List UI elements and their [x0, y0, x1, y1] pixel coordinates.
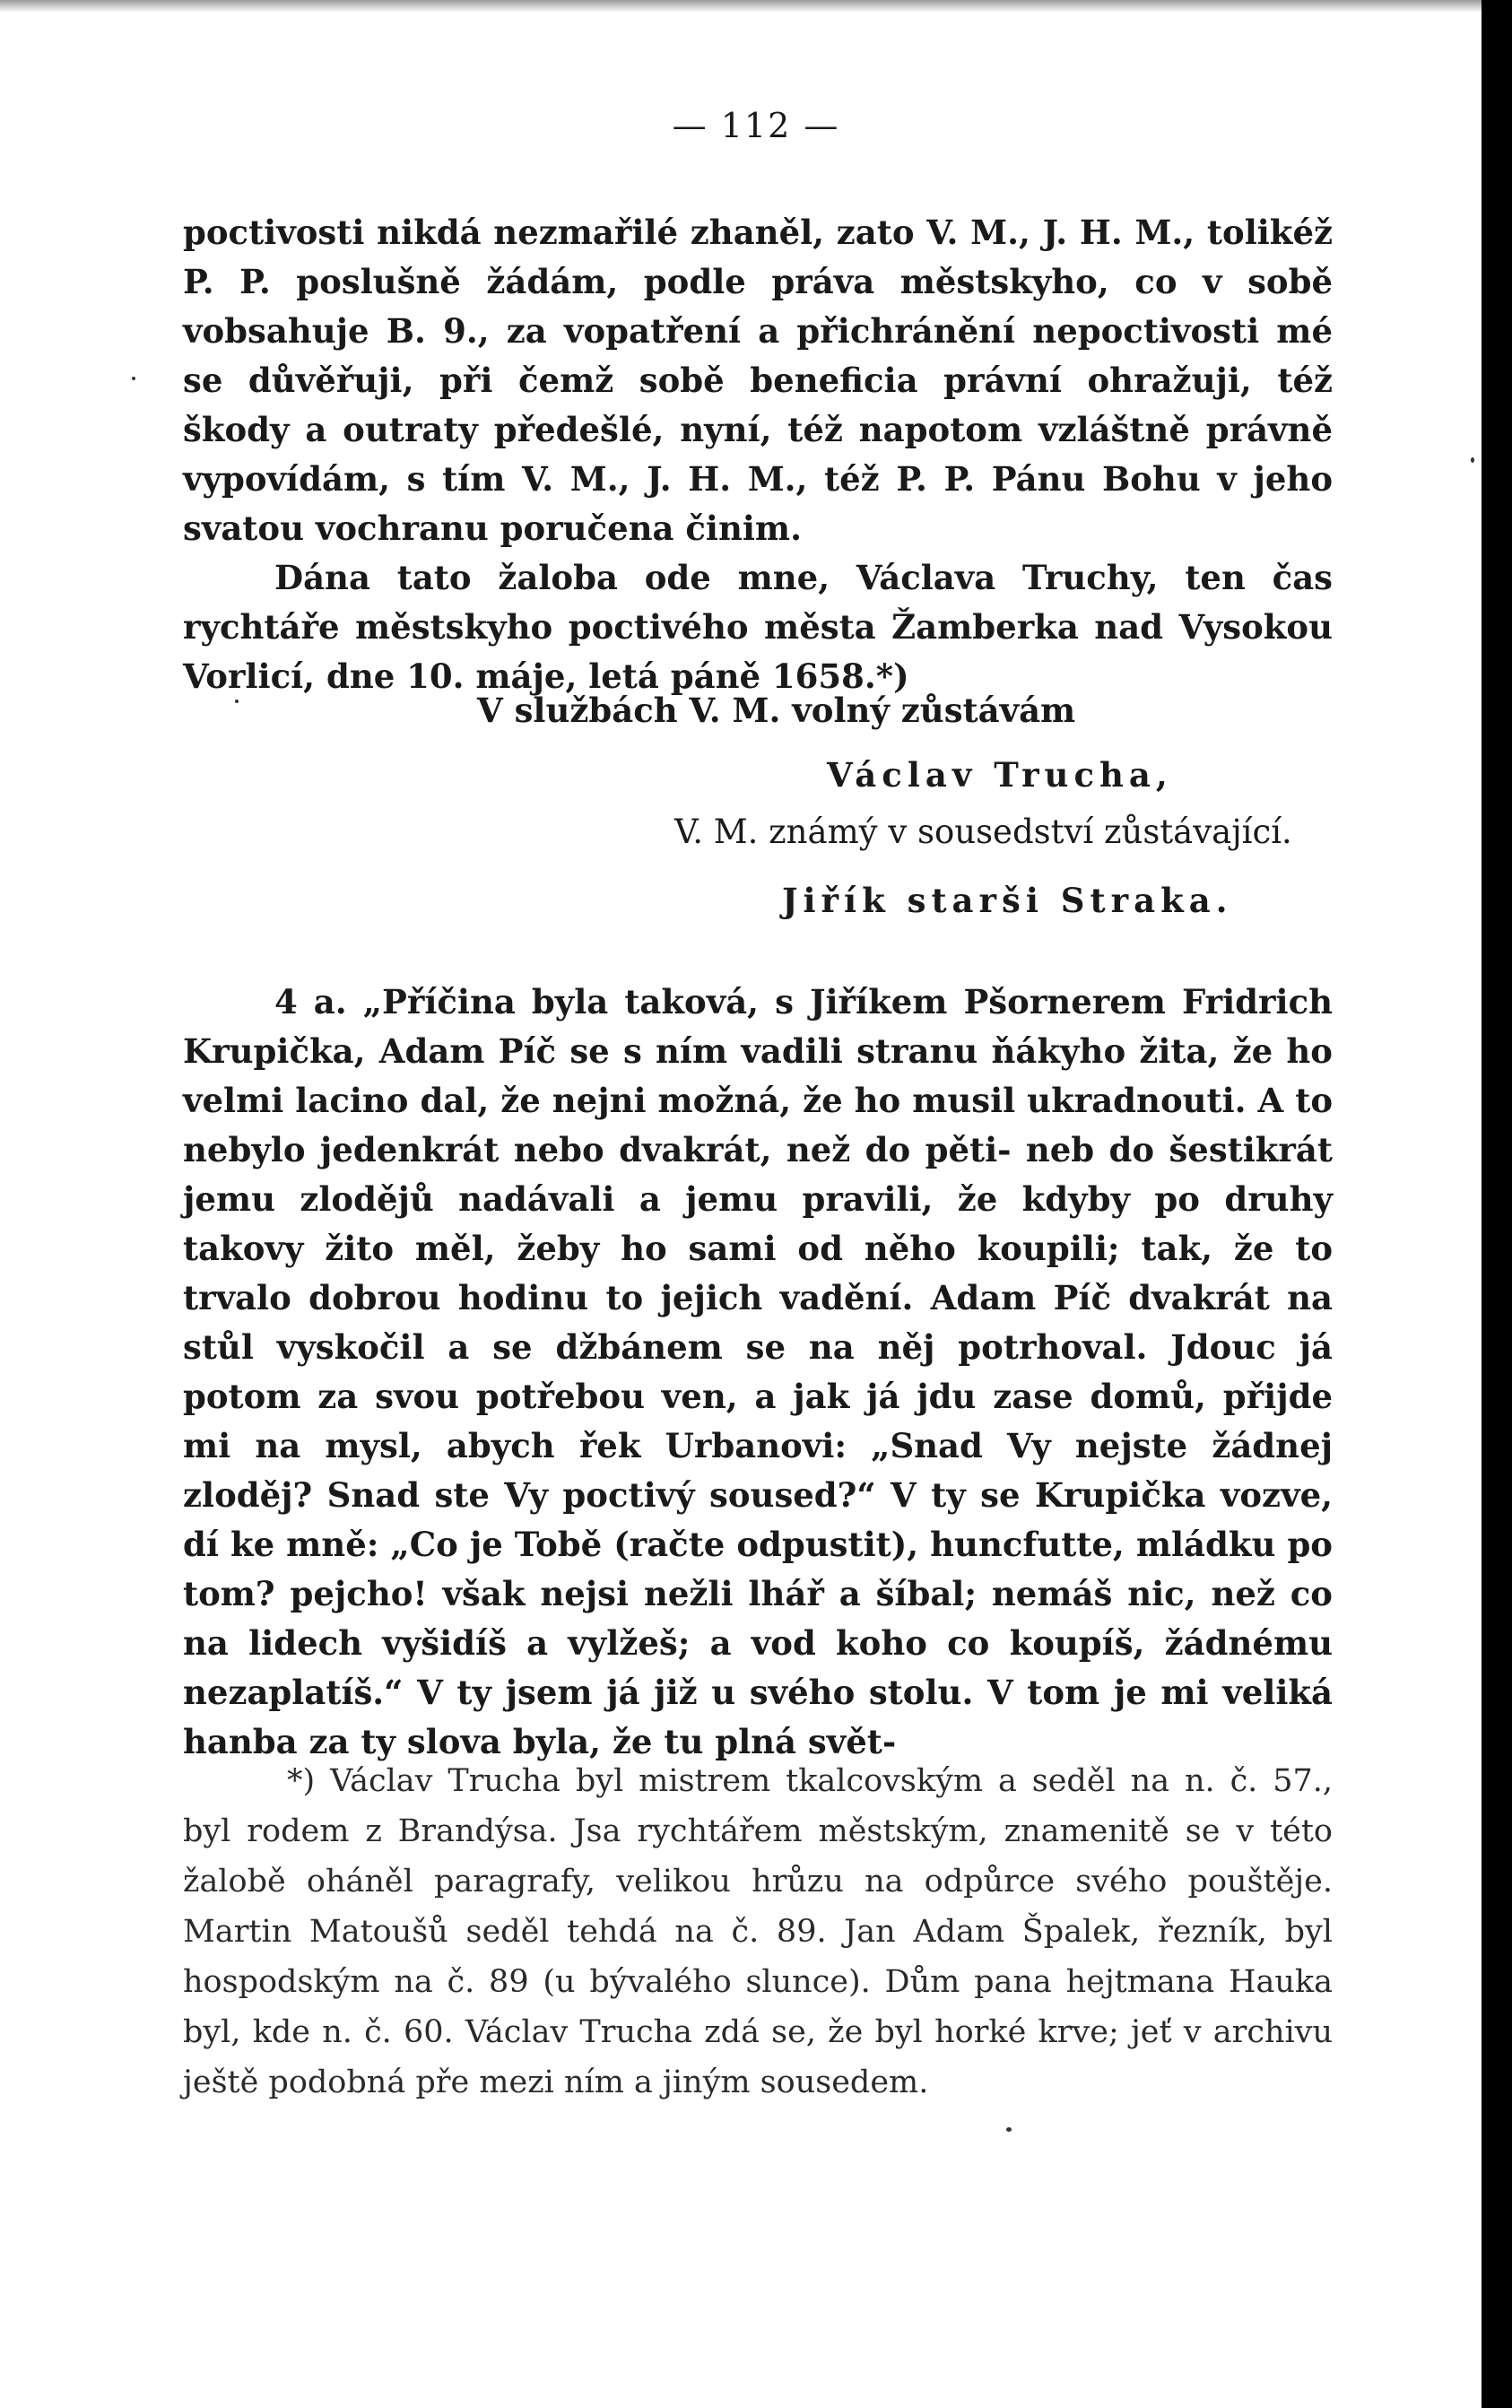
- scan-speck: [1471, 457, 1474, 463]
- signature-name-trucha: Václav Trucha,: [827, 755, 1173, 795]
- section-4a-text: [183, 978, 1333, 1767]
- section-4a-label: 4 a.: [274, 982, 347, 1021]
- section-4a-body: „Příčina byla taková, s Jiříkem Pšornerem Fridrich Krupička, Adam Píč se s ním vadili stranu ňákyho žita, že ho velmi lacino dal, že nejni možná, že ho musil ukradnouti. A to nebylo jedenkrát nebo dvakrát, než do pěti- neb do šestikrát jemu zlodějů nadávali a jemu pravili, že kdyby po druhy takovy žito měl, žeby ho sami od něho koupili; tak, že to trvalo dobrou hodinu to jejich vadění. Adam Píč dvakrát na stůl vyskočil a se džbánem se na něj potrhoval. Jdouc já potom za svou potřebou ven, a jak já jdu zase domů, přijde mi na mysl, abych řek Urbanovi: „Snad Vy nejste žádnej zloděj? Snad ste Vy poctivý soused?“ V ty se Krupička vozve, dí ke mně: „Co je Tobě (račte odpustit), huncfutte, mládku po tom? pejcho! však nejsi nežli lhář a šíbal; nemáš nic, než co na lidech vyšidíš a vylžeš; a vod koho co koupíš, žádnému nezaplatíš.“ V ty jsem já již u svého stolu. V tom je mi veliká hanba za ty slova byla, že tu plná svět-: [183, 982, 1333, 1761]
- footnote-text: *) Václav Trucha byl mistrem tkalcovským a seděl na n. č. 57., byl rodem z Brandýsa. Jsa rychtářem městským, znamenitě se v této žalobě oháněl paragrafy, velikou hrůzu na odpůrce svého pouštěje. Martin Matoušů seděl tehdá na č. 89. Jan Adam Špalek, řezník, byl hospodským na č. 89 (u bývalého slunce). Dům pana hejtmana Hauka byl, kde n. č. 60. Václav Trucha zdá se, že byl horké krve; jeť v archivu ještě podobná pře mezi ním a jiným sousedem.: [183, 1763, 1333, 2100]
- scan-top-edge: [0, 0, 1512, 13]
- signature-greeting: V službách V. M. volný zůstávám: [477, 691, 1076, 730]
- paragraph-closing-plea: poctivosti nikdá nezmařilé zhaněl, zato V. M., J. H. M., tolikéž P. P. poslušně žádám, podle práva městskyho, co v sobě vobsahuje B. 9., za vopatření a přichránění nepoctivosti mé se důvěřuji, při čemž sobě beneficia právní ohražuji, též škody a outraty předešlé, nyní, též napotom vzláštně právně vypovídám, s tím V. M., J. H. M., též P. P. Pánu Bohu v jeho svatou vochranu poručena činim.: [183, 213, 1333, 548]
- signature-name-straka: Jiřík starši Straka.: [782, 881, 1233, 920]
- page-number: — 112 —: [672, 106, 840, 145]
- scan-speck: [235, 700, 239, 703]
- signature-line-neighbor: V. M. známý v sousedství zůstávající.: [674, 813, 1292, 851]
- section-4a: [183, 978, 1333, 1767]
- footnote: [183, 1756, 1333, 2108]
- letter-body: [183, 208, 1333, 701]
- scan-right-border: [1482, 0, 1512, 2408]
- scan-speck: [1006, 2127, 1012, 2132]
- scan-speck: [132, 377, 135, 380]
- paragraph-dating: Dána tato žaloba ode mne, Václava Truchy, ten čas rychtáře městskyho poctivého města Žamberka nad Vysokou Vorlicí, dne 10. máje, letá páně 1658.*): [183, 558, 1333, 696]
